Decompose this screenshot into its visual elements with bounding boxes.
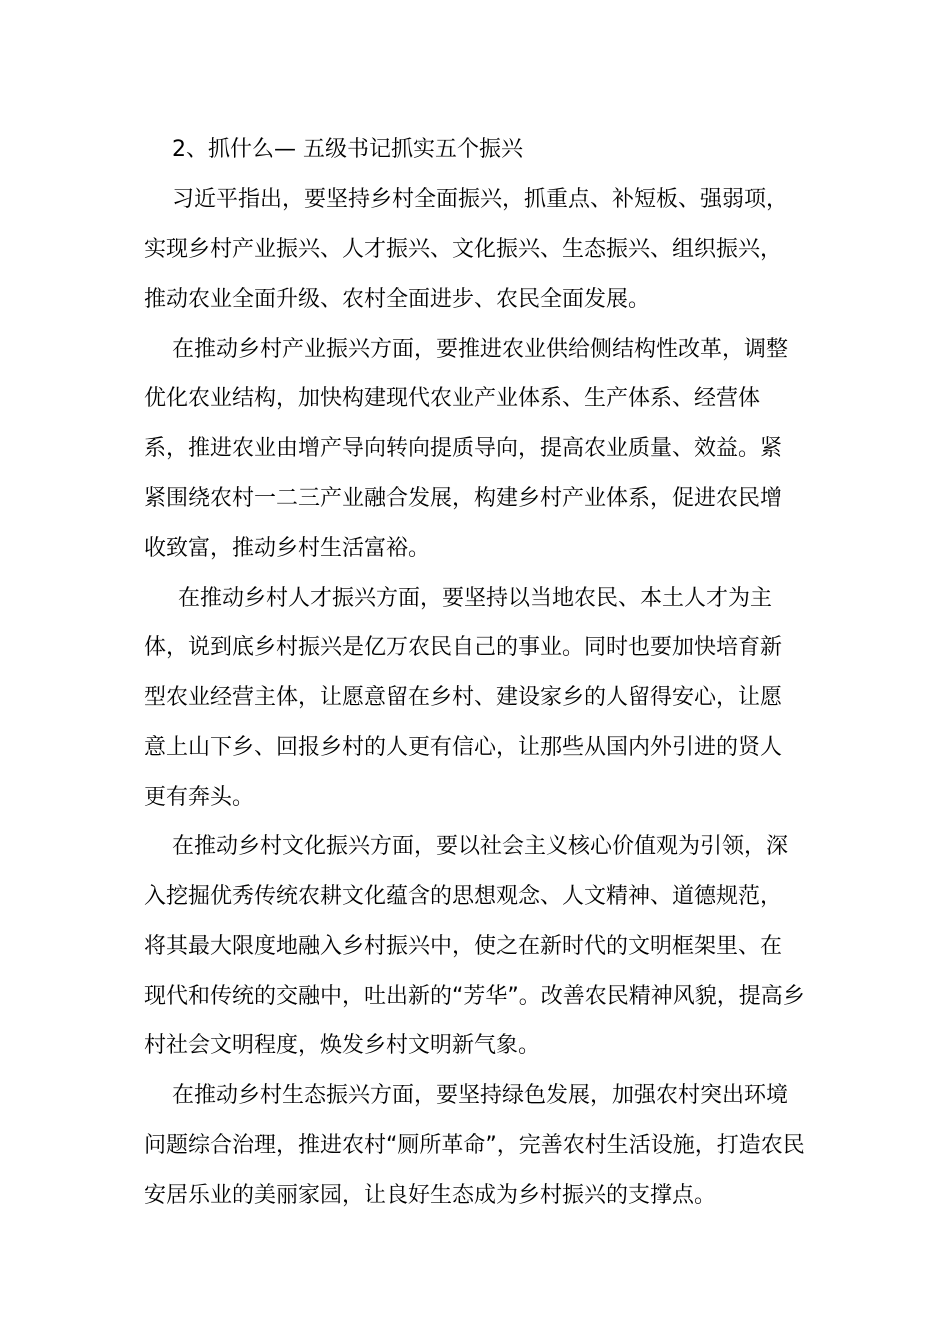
paragraph-line: 安居乐业的美丽家园，让良好生态成为乡村振兴的支撑点。 [144, 1183, 717, 1208]
paragraph-line: 在推动乡村文化振兴方面，要以社会主义核心价值观为引领，深 [172, 834, 789, 859]
paragraph-line: 体，说到底乡村振兴是亿万农民自己的事业。同时也要加快培育新 [144, 635, 783, 660]
paragraph-line: 意上山下乡、回报乡村的人更有信心，让那些从国内外引进的贤人 [144, 735, 783, 760]
paragraph-line: 推动农业全面升级、农村全面进步、农民全面发展。 [144, 287, 651, 312]
paragraph-line: 入挖掘优秀传统农耕文化蕴含的思想观念、人文精神、道德规范， [144, 884, 783, 909]
paragraph-line: 现代和传统的交融中，吐出新的“芳华”。改善农民精神风貌，提高乡 [144, 984, 805, 1009]
paragraph-line: 实现乡村产业振兴、人才振兴、文化振兴、生态振兴、组织振兴， [144, 237, 783, 262]
paragraph-line: 型农业经营主体，让愿意留在乡村、建设家乡的人留得安心，让愿 [144, 685, 783, 710]
paragraph-line: 优化农业结构，加快构建现代农业产业体系、生产体系、经营体 [144, 386, 761, 411]
paragraph-line: 村社会文明程度，焕发乡村文明新气象。 [144, 1033, 541, 1058]
paragraph-line: 更有奔头。 [144, 785, 255, 810]
paragraph-line: 紧围绕农村一二三产业融合发展，构建乡村产业体系，促进农民增 [144, 486, 783, 511]
paragraph-line: 在推动乡村产业振兴方面，要推进农业供给侧结构性改革，调整 [172, 337, 789, 362]
paragraph-line: 在推动乡村生态振兴方面，要坚持绿色发展，加强农村突出环境 [172, 1083, 789, 1108]
paragraph-line: 收致富，推动乡村生活富裕。 [144, 536, 431, 561]
paragraph-line: 问题综合治理，推进农村“厕所革命”，完善农村生活设施，打造农民 [144, 1133, 805, 1158]
paragraph-line: 在推动乡村人才振兴方面，要坚持以当地农民、本土人才为主 [178, 586, 773, 611]
paragraph-line: 习近平指出，要坚持乡村全面振兴，抓重点、补短板、强弱项， [172, 187, 789, 212]
paragraph-line: 系，推进农业由增产导向转向提质导向，提高农业质量、效益。紧 [144, 436, 783, 461]
paragraph-line: 将其最大限度地融入乡村振兴中，使之在新时代的文明框架里、在 [144, 934, 783, 959]
section-heading: 2、抓什么— 五级书记抓实五个振兴 [172, 137, 523, 162]
